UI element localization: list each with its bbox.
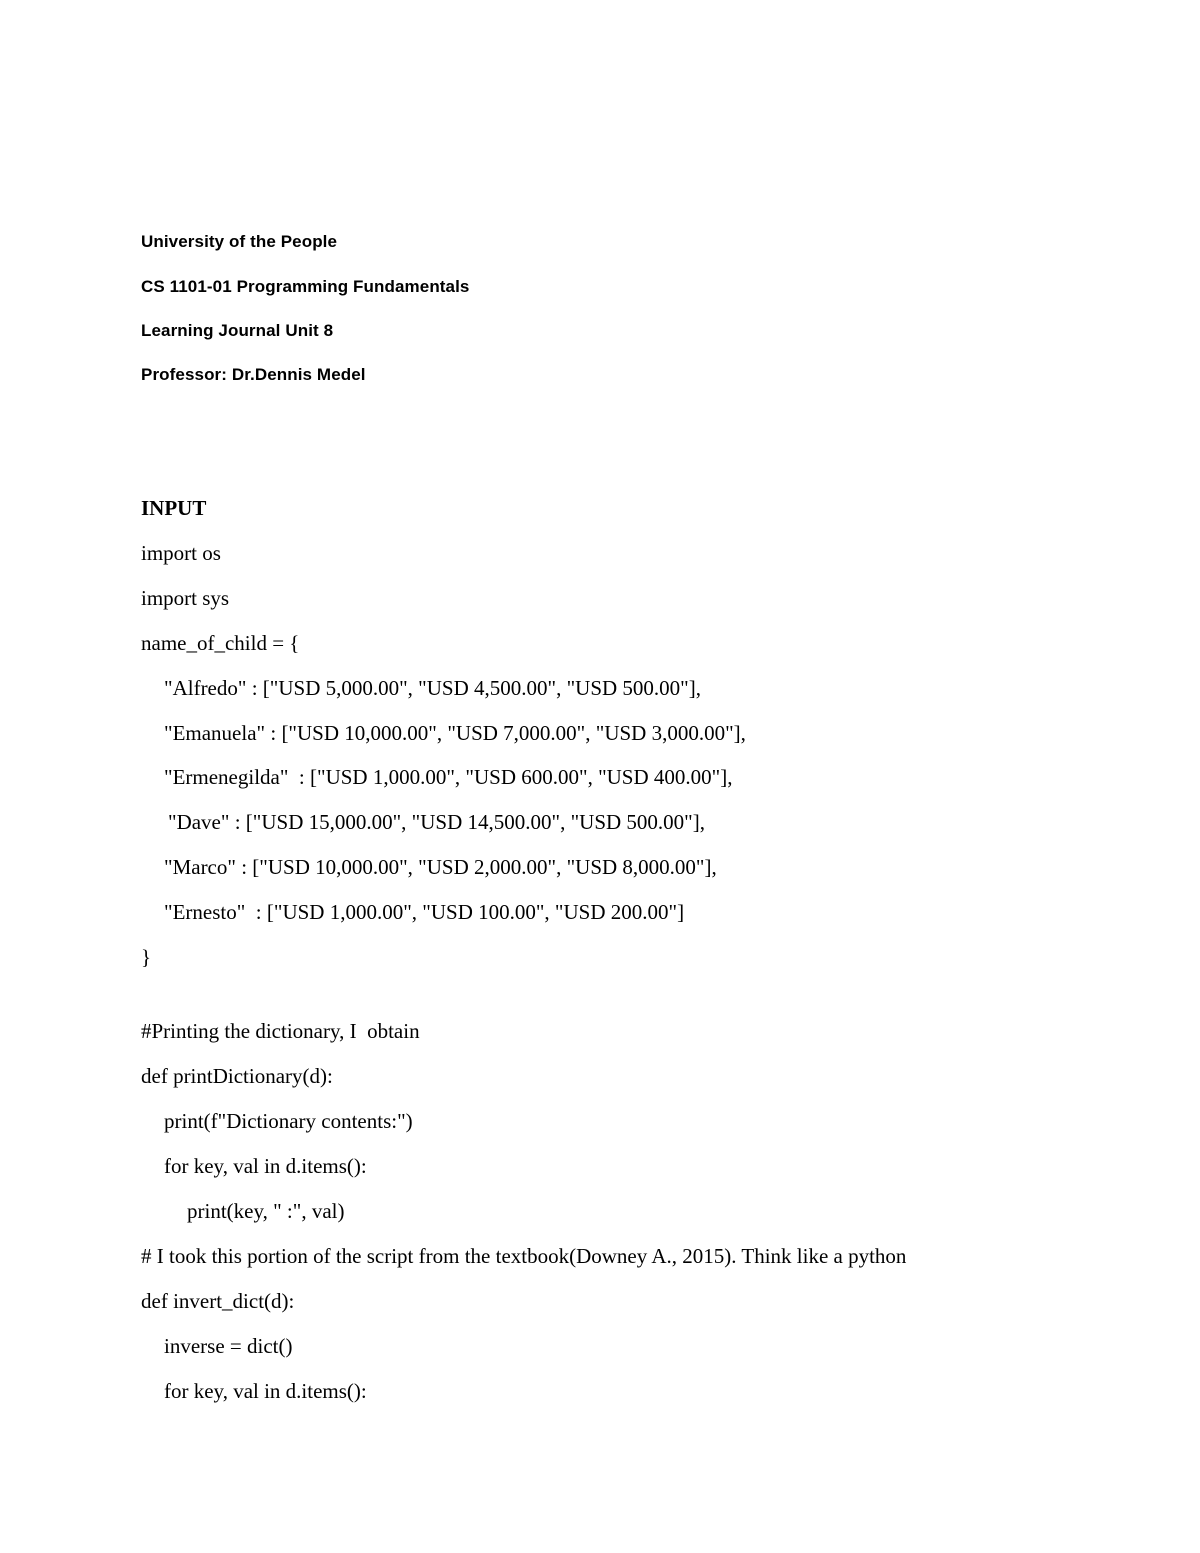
code-line: inverse = dict() bbox=[164, 1334, 293, 1358]
code-line: print(f"Dictionary contents:") bbox=[164, 1109, 413, 1133]
section-heading-input: INPUT bbox=[141, 496, 207, 520]
code-line: import os bbox=[141, 541, 221, 565]
code-line: print(key, " :", val) bbox=[187, 1199, 345, 1223]
code-line: "Marco" : ["USD 10,000.00", "USD 2,000.00", "USD 8,000.00"], bbox=[164, 855, 717, 879]
code-line: } bbox=[141, 945, 152, 969]
code-line: for key, val in d.items(): bbox=[164, 1154, 367, 1178]
professor-name: Professor: Dr.Dennis Medel bbox=[141, 365, 366, 384]
assignment-title: Learning Journal Unit 8 bbox=[141, 321, 334, 340]
code-line: for key, val in d.items(): bbox=[164, 1379, 367, 1403]
code-line: def invert_dict(d): bbox=[141, 1289, 295, 1313]
code-line: "Alfredo" : ["USD 5,000.00", "USD 4,500.00", "USD 500.00"], bbox=[164, 676, 701, 700]
code-line: "Ermenegilda" : ["USD 1,000.00", "USD 600.00", "USD 400.00"], bbox=[164, 765, 733, 789]
university-name: University of the People bbox=[141, 232, 338, 251]
code-line: def printDictionary(d): bbox=[141, 1064, 333, 1088]
code-line: "Ernesto" : ["USD 1,000.00", "USD 100.00", "USD 200.00"] bbox=[164, 900, 685, 924]
code-line: "Emanuela" : ["USD 10,000.00", "USD 7,000.00", "USD 3,000.00"], bbox=[164, 721, 746, 745]
course-title: CS 1101-01 Programming Fundamentals bbox=[141, 277, 470, 296]
code-comment: # I took this portion of the script from the textbook(Downey A., 2015). Think like a python bbox=[141, 1244, 907, 1268]
code-comment: #Printing the dictionary, I obtain bbox=[141, 1019, 420, 1043]
code-line: import sys bbox=[141, 586, 230, 610]
code-line: name_of_child = { bbox=[141, 631, 300, 655]
code-line: "Dave" : ["USD 15,000.00", "USD 14,500.00", "USD 500.00"], bbox=[168, 810, 705, 834]
